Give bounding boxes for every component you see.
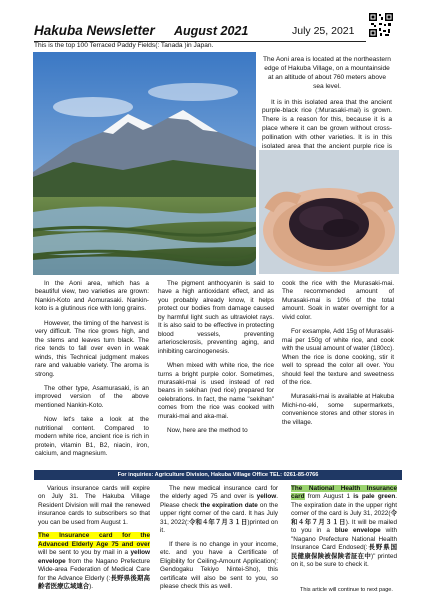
intro-paragraph-2: It is in this isolated area that the ancient purple-black rice (:Murasaki-mai) is grown. There is a reason for this, because it is a place where it can be grown without cross-pollination with other varieties. It is in this isolated area that the ancient purple rice is xyxy=(262,98,392,151)
issue-month: August 2021 xyxy=(174,24,249,38)
b2-paragraph-2: If there is no change in your income, etc. and you have a Certificate of Eligibility for Ceiling-Amount Application(: Gendogaku Tekiyo Nintei-Sho), this certificate will also be sent to you, so please check this as well. xyxy=(160,540,278,590)
b1-paragraph-2: The Insurance card for the Advanced Elderly Age 75 and over will be sent to you by mail in a yellow envelope from the Nagano Prefecture Wide-area Federation of Medical Care for the Advance Elderly (:長野県後期高齢者医療広域連合). xyxy=(38,532,151,590)
issue-date: July 25, 2021 xyxy=(292,25,355,37)
continued-note: This article will continue to next page. xyxy=(300,587,393,593)
col2-paragraph-1: The pigment anthocyanin is said to have a high antioxidant effect, and as you probably already know, it helps protect our bodies from damage caused by harmful light such as ultraviolet rays. It is also said to be effective in protecting blood vessels, preventing arteriosclerosis, preventing aging, and inhibiting carcinogenesis. xyxy=(158,280,274,355)
col2-paragraph-2: When mixed with white rice, the rice turns a bright purple color. Sometimes, murasaki-mai is used instead of red beans in sekihan (red rice) prepared for celebrations. In fact, the name "sekihan" comes from the rice was cooked with muraki-mai and aka-mai. xyxy=(158,362,274,420)
inquiry-bar: For inquiries: Agriculture Division, Hakuba Village Office TEL: 0261-85-0766 xyxy=(34,470,402,480)
col1-paragraph-2: However, the timing of the harvest is very difficult. The rice grows high, and the stems and leaves turn black. The rice tends to fall over even in weak winds, this Technical judgment makes rare and valuable variety. The aroma is strong. xyxy=(35,319,149,378)
b2-paragraph-1: The new medical insurance card for the elderly aged 75 and over is yellow. Please check the expiration date on the upper right corner of the card. It has July 31, 2022(:令和４年７月３１日)printed on it. xyxy=(160,485,278,535)
advanced-elderly-highlight: The Insurance card for the Advanced Elderly Age 75 and over xyxy=(38,532,150,548)
photo-caption: This is the top 100 Terraced Paddy Fields(: Tanada )in Japan. xyxy=(34,42,214,49)
bottom-column-3 xyxy=(291,485,397,575)
col1-paragraph-4: Now let's take a look at the nutritional content. Compared to modern white rice, ancient rice is rich in protein, vitamin B1, B2, niacin, iron, calcium, and magnesium. xyxy=(35,416,149,458)
terraced-paddy-photo xyxy=(33,52,256,275)
bottom-column-1 xyxy=(38,485,150,596)
purple-rice-hands-photo xyxy=(259,150,399,274)
qr-code-icon xyxy=(368,12,394,38)
b1-paragraph-1: Various insurance cards will expire on July 31. The Hakuba Village Resident Division will mail the renewed insurance cards to subscribers so that you can be used from August 1. xyxy=(38,485,150,526)
article-column-3 xyxy=(282,280,394,433)
col2-paragraph-3: Now, here are the method to xyxy=(167,427,248,435)
newsletter-title: Hakuba Newsletter xyxy=(34,23,155,38)
intro-paragraph-1: The Aoni area is located at the northeastern edge of Hakuba Village, on a mountainside at an altitude of about 760 meters above sea level. xyxy=(263,56,391,90)
article-column-1 xyxy=(35,280,149,465)
col1-paragraph-3: The other type, Asamurasaki, is an improved version of the above mentioned Nankin-Koto. xyxy=(35,384,149,409)
bottom-column-2 xyxy=(160,485,278,596)
national-health-highlight: The National Health Insurance card xyxy=(291,485,397,501)
article-column-2 xyxy=(158,280,274,442)
col3-paragraph-2: For exsample, Add 15g of Murasaki-mai per 150g of white rice, and cook with the usual amount of water (180cc). When the rice is done cooking, stir it well to spread the color all over. You should feel the texture and sweetness of the rice. xyxy=(282,328,394,386)
b3-paragraph-1: The National Health Insurance card from August 1 is pale green. The expiration date in the upper right corner of the card is July 31, 2022(令和４年７月３１日). It will be mailed to you in a blue envelope with "Nagano Prefecture National Health Insurance Card Endosed(:長野県国民健康保険被保険者証在中)" printed on it, so be sure to check it. xyxy=(291,485,398,569)
col3-paragraph-1: cook the rice with the Murasaki-mai. The recommended amount of Murasaki-mai is 10% of the total amount. Soak in water overnight for a vivid color. xyxy=(282,280,394,321)
col3-paragraph-3: Murasaki-mai is available at Hakuba Michi-no-eki, some supermarkets, convenience stores and other stores in the village. xyxy=(282,393,394,426)
col1-paragraph-1: In the Aoni area, which has a beautiful view, two varieties are grown: Nankin-Koto and Aomurasaki. Nankin-koto is a glutinous rice with long grains. xyxy=(35,280,149,313)
